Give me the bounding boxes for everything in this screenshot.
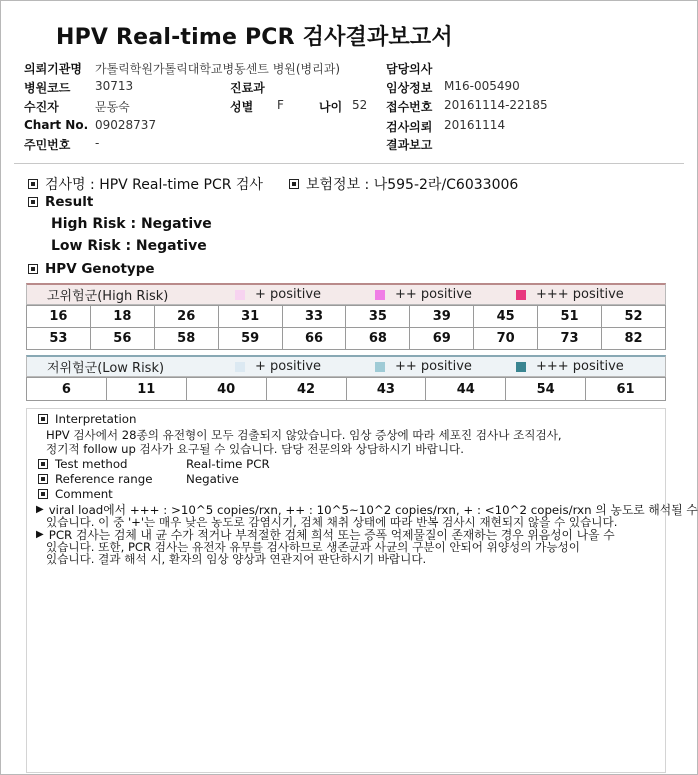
low-legend-plus-plus-plus: +++ positive (516, 359, 624, 374)
institution-label: 의뢰기관명 (24, 62, 82, 76)
genotype-cell: 6 (27, 378, 107, 401)
genotype-cell: 44 (426, 378, 506, 401)
genotype-heading (28, 261, 155, 277)
high-legend-plus-plus-plus: +++ positive (516, 287, 624, 302)
age-label: 나이 (319, 100, 343, 114)
table-row (27, 306, 666, 328)
reference-range-row (38, 472, 152, 486)
table-row (27, 328, 666, 350)
genotype-cell: 52 (602, 306, 666, 328)
requester-label: 수진자 (24, 100, 59, 114)
low-risk-genotype-table (26, 377, 666, 401)
comment-2-line3: 있습니다. 결과 해석 시, 환자의 임상 양상과 연관지어 판단하시기 바랍니다. (46, 552, 427, 566)
interpretation-heading: Interpretation (38, 412, 136, 426)
result-heading-text: Result (45, 194, 94, 210)
doctor-label: 담당의사 (386, 62, 433, 76)
high-legend-plus-plus: ++ positive (375, 287, 472, 302)
triangle-bullet-icon: ▶ (36, 529, 44, 540)
genotype-cell: 69 (410, 328, 474, 350)
bullet-box-icon (28, 179, 38, 189)
legend-swatch-icon (235, 362, 245, 372)
genotype-cell: 53 (27, 328, 91, 350)
test-method-label: Test method (55, 457, 128, 471)
high-risk-result: High Risk : Negative (51, 216, 212, 232)
comment-1-line2: 있습니다. 이 중 '+'는 매우 낮은 농도로 감염시기, 검체 채취 상태에 따라 반복 검사시 재현되지 않을 수 있습니다. (46, 515, 618, 529)
low-risk-header (26, 355, 666, 377)
test-method-value: Real-time PCR (186, 457, 270, 471)
triangle-bullet-icon: ▶ (36, 504, 44, 515)
bullet-box-icon (28, 197, 38, 207)
high-risk-group-label: 고위험군(High Risk) (47, 289, 169, 304)
genotype-cell: 42 (266, 378, 346, 401)
bullet-box-icon (38, 459, 48, 469)
genotype-heading-text: HPV Genotype (45, 261, 155, 277)
chart-no-value: 09028737 (95, 118, 157, 132)
genotype-cell: 33 (282, 306, 346, 328)
result-heading (28, 194, 93, 210)
bullet-box-icon (38, 414, 48, 424)
comment-1-line1: ▶ viral load에서 +++ : >10^5 copies/rxn, ++ : 10^5~10^2 copies/rxn, + : <10^2 copeis/rxn 의 농도로 해석될 수 (36, 503, 698, 517)
sex-label: 성별 (230, 100, 254, 114)
low-risk-group-label: 저위험군(Low Risk) (47, 361, 165, 376)
genotype-cell: 70 (474, 328, 538, 350)
comment-heading: Comment (38, 487, 113, 501)
request-date-value: 20161114 (444, 118, 506, 132)
genotype-cell: 18 (90, 306, 154, 328)
genotype-cell: 73 (538, 328, 602, 350)
header-divider (14, 163, 684, 164)
resident-no-label: 주민번호 (24, 138, 71, 152)
genotype-cell: 82 (602, 328, 666, 350)
legend-swatch-icon (375, 290, 385, 300)
age-value: 52 (352, 98, 368, 112)
comment-2-line2: 있습니다. 또한, PCR 검사는 유전자 유무를 검사하므로 생존균과 사균의 구분이 안되어 위양성의 가능성이 (46, 540, 580, 554)
bullet-box-icon (28, 264, 38, 274)
low-legend-plus: + positive (235, 359, 321, 374)
sex-value: F (277, 98, 284, 112)
legend-swatch-icon (375, 362, 385, 372)
reference-range-label: Reference range (55, 472, 153, 486)
high-risk-header (26, 283, 666, 305)
resident-no-value: - (95, 136, 100, 150)
low-legend-plus-plus: ++ positive (375, 359, 472, 374)
genotype-cell: 16 (27, 306, 91, 328)
genotype-cell: 66 (282, 328, 346, 350)
comment-2-line1: ▶ PCR 검사는 검체 내 균 수가 적거나 부적절한 검체 희석 또는 증폭 억제물질이 존재하는 경우 위음성이 나올 수 (36, 528, 615, 542)
genotype-cell: 54 (506, 378, 586, 401)
institution-value: 가톨릭학원가톨릭대학교병동센트 병원(병리과) (95, 62, 341, 76)
interpretation-text-line2: 정기적 follow up 검사가 요구될 수 있습니다. 담당 전문의와 상담하시기 바랍니다. (46, 442, 464, 456)
genotype-cell: 11 (106, 378, 186, 401)
table-row (27, 378, 666, 401)
high-legend-plus: + positive (235, 287, 321, 302)
report-date-label: 결과보고 (386, 138, 433, 152)
reference-range-value: Negative (186, 472, 239, 486)
genotype-cell: 61 (586, 378, 666, 401)
insurance-line (289, 174, 518, 194)
genotype-cell: 56 (90, 328, 154, 350)
bullet-box-icon (289, 179, 299, 189)
genotype-cell: 51 (538, 306, 602, 328)
hospital-code-value: 30713 (95, 79, 134, 93)
receipt-no-label: 접수번호 (386, 100, 433, 114)
genotype-cell: 39 (410, 306, 474, 328)
chart-no-label: Chart No. (24, 118, 89, 132)
high-risk-genotype-table (26, 305, 666, 350)
clinical-info-label: 임상정보 (386, 81, 433, 95)
genotype-cell: 26 (154, 306, 218, 328)
department-label: 진료과 (230, 81, 265, 95)
bullet-box-icon (38, 489, 48, 499)
genotype-cell: 58 (154, 328, 218, 350)
interpretation-text-line1: HPV 검사에서 28종의 유전형이 모두 검출되지 않았습니다. 임상 증상에 따라 세포진 검사나 조직검사, (46, 428, 562, 442)
genotype-cell: 43 (346, 378, 426, 401)
request-date-label: 검사의뢰 (386, 120, 433, 134)
genotype-cell: 45 (474, 306, 538, 328)
bullet-box-icon (38, 474, 48, 484)
legend-swatch-icon (235, 290, 245, 300)
test-name-line (28, 174, 263, 194)
receipt-no-value: 20161114-22185 (444, 98, 548, 112)
patient-info (0, 0, 698, 160)
legend-swatch-icon (516, 290, 526, 300)
insurance-info: 보험정보 : 나595-2라/C6033006 (306, 177, 519, 193)
test-method-row (38, 457, 128, 471)
low-risk-result: Low Risk : Negative (51, 238, 207, 254)
genotype-cell: 68 (346, 328, 410, 350)
genotype-cell: 40 (186, 378, 266, 401)
requester-value: 문동숙 (95, 100, 130, 114)
clinical-info-value: M16-005490 (444, 79, 520, 93)
genotype-cell: 59 (218, 328, 282, 350)
legend-swatch-icon (516, 362, 526, 372)
genotype-cell: 35 (346, 306, 410, 328)
report-title: HPV Real-time PCR 검사결과보고서 (56, 25, 453, 50)
genotype-cell: 31 (218, 306, 282, 328)
hospital-code-label: 병원코드 (24, 81, 71, 95)
test-name: 검사명 : HPV Real-time PCR 검사 (45, 177, 263, 193)
